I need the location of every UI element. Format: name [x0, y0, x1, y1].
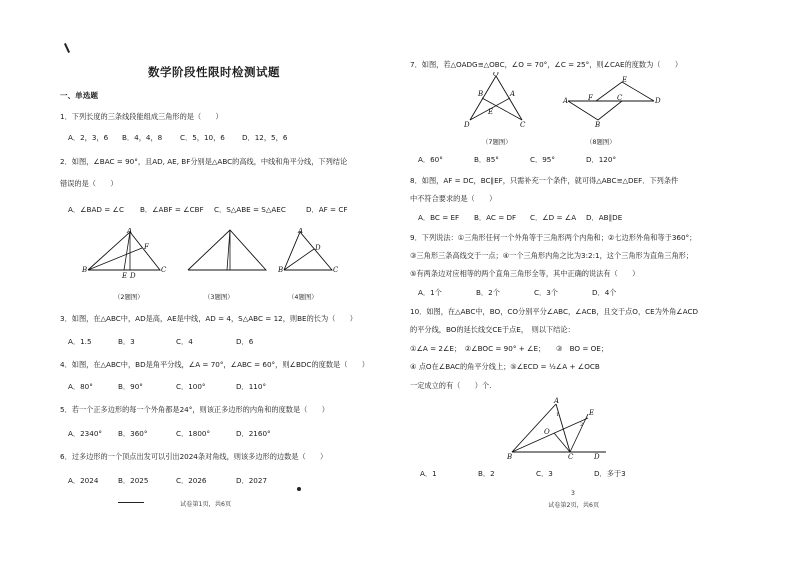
q8-option-b[interactable]: B．AC = DF — [474, 213, 517, 222]
q1-option-d[interactable]: D．12，5，6 — [242, 133, 288, 142]
q4-option-d[interactable]: D．110° — [236, 382, 267, 391]
q1-option-b[interactable]: B．4，4，8 — [122, 133, 163, 142]
svg-text:E: E — [488, 108, 494, 116]
svg-text:C: C — [333, 266, 338, 274]
q1-stem: 1．下列长度的三条线段能组成三角形的是（ ） — [60, 112, 223, 121]
q8-option-d[interactable]: D．AB∥DE — [586, 213, 623, 222]
section-heading: 一、单选题 — [60, 91, 98, 100]
fig-caption-q7: （7题图） — [482, 138, 512, 146]
q9-option-a[interactable]: A．1个 — [418, 288, 442, 297]
q8-option-a[interactable]: A．BC = EF — [418, 213, 460, 222]
q10-option-b[interactable]: B．2 — [478, 469, 495, 478]
q3-option-a[interactable]: A．1.5 — [68, 337, 92, 346]
svg-text:A: A — [127, 228, 133, 235]
figure-q4 — [278, 228, 338, 278]
svg-text:D: D — [464, 121, 470, 128]
q10-line-1: 10．如图，在△ABC中，BO，CO分别平分∠ABC，∠ACB，且交于点O，CE为外角∠ACD — [410, 307, 699, 316]
q10-options — [420, 469, 626, 478]
svg-text:O: O — [493, 72, 499, 78]
svg-text:E: E — [622, 76, 628, 84]
q2-option-d[interactable]: D．AF = CF — [306, 205, 348, 214]
page-number: 3 — [571, 490, 575, 497]
q2-stem: 2．如图，∠BAC = 90°，且AD, AE, BF分别是△ABC的高线，中线和角平分线，下列结论 — [60, 157, 348, 166]
q1-option-c[interactable]: C．5，10，6 — [180, 133, 225, 142]
q4-stem: 4．如图，在△ABC中，BD是角平分线，∠A = 70°，∠ABC = 60°，则∠BDC的度数是（ ） — [60, 360, 369, 369]
q5-stem: 5．若一个正多边形的每一个外角都是24°，则该正多边形的内角和的度数是（ ） — [60, 405, 329, 414]
q1-option-a[interactable]: A．2，3，6 — [68, 133, 109, 142]
q8-option-c[interactable]: C．∠D = ∠A — [530, 213, 577, 222]
q3-option-d[interactable]: D．6 — [236, 337, 254, 346]
svg-text:A: A — [298, 228, 304, 235]
fig-caption-q8: （8题图） — [586, 138, 616, 146]
q2-stem-cont: 错误的是（ ） — [60, 179, 118, 188]
q8-stem-cont: 中不符合要求的是（ ） — [410, 194, 497, 203]
q7-option-a[interactable]: A．60° — [418, 155, 443, 164]
q2-options — [68, 205, 348, 214]
q5-option-a[interactable]: A．2340° — [68, 429, 102, 438]
q10-option-a[interactable]: A．1 — [420, 469, 437, 478]
q7-options — [418, 155, 616, 164]
q8-options — [418, 213, 622, 222]
svg-text:F: F — [588, 94, 593, 102]
q2-option-a[interactable]: A．∠BAD = ∠C — [68, 205, 124, 214]
q7-option-d[interactable]: D．120° — [586, 155, 617, 164]
svg-text:D: D — [130, 272, 136, 278]
svg-text:1: 1 — [556, 412, 560, 418]
q7-stem: 7．如图，若△OADG≌△OBC，∠O = 70°，∠C = 25°，则∠CAE的度数为（ ） — [410, 60, 683, 69]
svg-text:B: B — [478, 90, 484, 98]
svg-text:O: O — [544, 428, 550, 436]
q7-option-b[interactable]: B．85° — [474, 155, 499, 164]
svg-text:D: D — [594, 453, 600, 460]
q5-option-d[interactable]: D．2160° — [236, 429, 271, 438]
q8-stem: 8．如图，AF = DC，BC∥EF，只需补充一个条件，就可得△ABC≌△DEF．下列条件 — [410, 176, 679, 185]
q4-option-c[interactable]: C．100° — [176, 382, 206, 391]
svg-text:2: 2 — [580, 422, 584, 428]
q6-options — [68, 476, 267, 485]
svg-text:B: B — [82, 266, 88, 274]
q5-options — [68, 429, 271, 438]
q4-options — [68, 382, 266, 391]
svg-text:B: B — [507, 453, 513, 460]
q4-option-b[interactable]: B．90° — [118, 382, 143, 391]
fig-caption-q3: （3题图） — [204, 293, 234, 301]
footer-left: 试卷第1页，共6页 — [180, 501, 232, 508]
svg-text:C: C — [161, 266, 167, 274]
scan-dot — [297, 487, 301, 491]
q9-line-2: ③三角形三条高线交于一点；④一个三角形内角之比为3:2:1，这个三角形为直角三角形； — [410, 251, 694, 260]
q9-line-3: ⑤有两条边对应相等的两个直角三角形全等，其中正确的说法有（ ） — [410, 269, 640, 278]
figure-q3 — [182, 226, 272, 278]
footer-right: 试卷第2页，共6页 — [548, 502, 600, 509]
q3-options — [68, 337, 253, 346]
q3-stem: 3．如图，在△ABC中，AD是高，AE是中线，AD = 4，S△ABC = 12，则BE的长为（ ） — [60, 314, 357, 323]
q10-line-3: ①∠A = 2∠E； ②∠BOC = 90° + ∠E； ③ BO = OE； — [410, 344, 609, 353]
q10-option-d[interactable]: D．多于3 — [594, 469, 626, 478]
q6-option-c[interactable]: C．2026 — [176, 476, 207, 485]
svg-text:A: A — [554, 397, 560, 405]
q3-option-b[interactable]: B．3 — [118, 337, 135, 346]
q4-option-a[interactable]: A．80° — [68, 382, 93, 391]
figure-q2 — [80, 228, 170, 278]
svg-text:E: E — [122, 272, 128, 278]
q10-line-2: 的平分线，BO的延长线交CE于点E， 则以下结论： — [410, 325, 575, 334]
q6-option-b[interactable]: B．2025 — [118, 476, 149, 485]
q9-option-b[interactable]: B．2个 — [476, 288, 500, 297]
q6-option-a[interactable]: A．2024 — [68, 476, 99, 485]
q9-option-d[interactable]: D．4个 — [592, 288, 617, 297]
svg-text:D: D — [315, 244, 321, 252]
q10-line-4: ④ 点O在∠BAC的角平分线上；⑤∠ECD = ½∠A + ∠OCB — [410, 362, 600, 371]
fig-caption-q2: （2题图） — [114, 293, 144, 301]
svg-text:C: C — [568, 453, 574, 460]
svg-text:C: C — [520, 121, 526, 128]
q1-options — [68, 133, 287, 142]
svg-text:A: A — [510, 90, 516, 98]
figure-q10 — [506, 396, 610, 460]
q6-stem: 6．过多边形的一个顶点出发可以引出2024条对角线，则该多边形的边数是（ ） — [60, 452, 328, 461]
svg-text:C: C — [617, 94, 623, 102]
q9-option-c[interactable]: C．3个 — [534, 288, 558, 297]
figure-q8 — [562, 76, 662, 128]
q2-option-b[interactable]: B．∠ABF = ∠CBF — [140, 205, 204, 214]
q9-line-1: 9．下列说法：①三角形任何一个外角等于三角形两个内角和；②七边形外角和等于360°； — [410, 233, 697, 242]
q9-options — [418, 288, 616, 297]
svg-text:A: A — [563, 97, 569, 105]
q5-option-b[interactable]: B．360° — [118, 429, 148, 438]
page-title: 数学阶段性限时检测试题 — [148, 65, 280, 79]
footer-underline-mark — [118, 502, 144, 503]
svg-text:E: E — [589, 409, 595, 417]
q2-option-c[interactable]: C．S△ABE = S△AEC — [214, 205, 286, 214]
svg-text:D: D — [655, 97, 661, 105]
svg-text:B: B — [278, 266, 284, 274]
svg-text:F: F — [144, 243, 149, 251]
q10-option-c[interactable]: C．3 — [536, 469, 553, 478]
q3-option-c[interactable]: C．4 — [176, 337, 193, 346]
q5-option-c[interactable]: C．1800° — [176, 429, 211, 438]
scan-mark — [64, 43, 70, 53]
q10-line-5: 一定成立的有（ ）个. — [410, 381, 492, 390]
figure-q7 — [460, 72, 540, 128]
q7-option-c[interactable]: C．95° — [530, 155, 555, 164]
q6-option-d[interactable]: D．2027 — [236, 476, 268, 485]
fig-caption-q4: （4题图） — [288, 293, 318, 301]
svg-text:B: B — [595, 121, 601, 128]
